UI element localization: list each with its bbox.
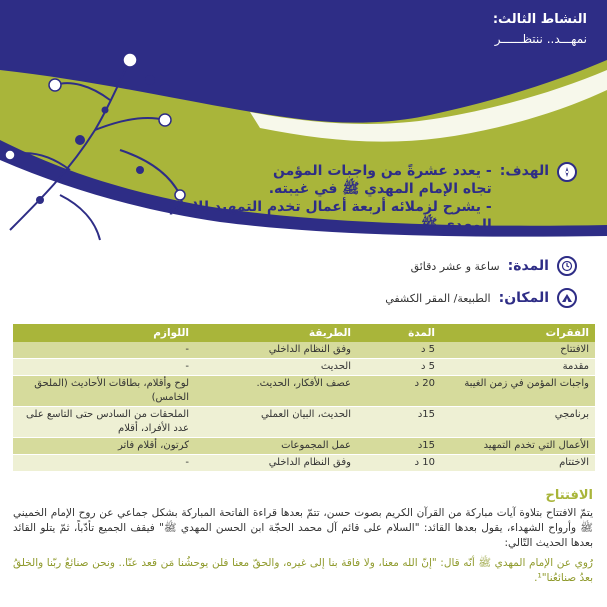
section-title: الافتتاح: [545, 488, 593, 503]
table-cell: الافتتاح: [441, 342, 595, 359]
table-cell: الحديث: [195, 359, 357, 376]
opening-paragraph: يتمّ الافتتاح بتلاوة آيات مباركة من القرآن الكريم بصوت حسن، تتمّ بعدها قراءة الفاتحة المباركة بشكل جماعي عن روح الإمام الخميني ﷺ وأرواح الشهداء، يقول بعدها القائد: "السلام على قائم آل محمد الحجّة ابن الحسن المهدي ﷺ" فيقف الجميع تأدّباً، ثمّ يتلو القائد بعدها الحديث التّالي:: [13, 507, 593, 549]
table-cell: لوح وأقلام، بطاقات الأحاديث (الملحق الخامس): [13, 376, 195, 407]
table-header-row: [13, 324, 595, 342]
activity-title: النشاط الثالث:: [492, 12, 587, 27]
place-label: المكان:: [498, 290, 549, 306]
table-cell: -: [13, 455, 195, 472]
table-cell: واجبات المؤمن في زمن الغيبة: [441, 376, 595, 407]
table-cell: مقدمة: [441, 359, 595, 376]
table-cell: الاختتام: [441, 455, 595, 472]
place-row: [385, 288, 577, 308]
clock-icon: [557, 256, 577, 276]
table-cell: -: [13, 359, 195, 376]
goal-label: الهدف:: [499, 163, 549, 179]
table-cell: وفق النظام الداخلي: [195, 342, 357, 359]
duration-label: المدة:: [507, 258, 549, 274]
place-value: الطبيعة/ المقر الكشفي: [385, 291, 491, 305]
goal-block: [57, 162, 577, 234]
compass-icon: [557, 162, 577, 182]
table-cell: 10 د: [357, 455, 441, 472]
table-cell: عصف الأفكار، الحديث.: [195, 376, 357, 407]
table-cell: 15د: [357, 438, 441, 455]
table-cell: وفق النظام الداخلي: [195, 455, 357, 472]
table-row: [13, 376, 595, 407]
table-cell: 20 د: [357, 376, 441, 407]
table-cell: 15د: [357, 407, 441, 438]
table-cell: -: [13, 342, 195, 359]
activity-plan-table: [13, 324, 595, 472]
goal-line: - يشرح لزملائه أربعة أعمال تخدم التمهيد للإمام: [168, 199, 492, 215]
goal-line: المهدي ﷺ.: [415, 217, 492, 233]
table-row: [13, 342, 595, 359]
table-row: [13, 455, 595, 472]
duration-row: [411, 256, 577, 276]
table-row: [13, 438, 595, 455]
table-cell: 5 د: [357, 359, 441, 376]
activity-subtitle: نمهـــد.. ننتظــــــر: [494, 32, 587, 46]
table-cell: الأعمال التي تخدم التمهيد: [441, 438, 595, 455]
tent-icon: [557, 288, 577, 308]
column-header: الفقرات: [441, 324, 595, 342]
goal-line: - يعدد عشرةً من واجبات المؤمن: [272, 163, 492, 179]
column-header: المدة: [357, 324, 441, 342]
hadith-paragraph: رُوي عن الإمام المهدي ﷺ أنّه قال: "إنّ الله معنا، ولا فاقة بنا إلى غيره، والحقّ معنا فلن يوحشُنا مَن قعد عنّا.. ونحن صنائعُ ربّنا والخلقُ بعدُ صنائعُنا"¹.: [13, 557, 593, 584]
table-cell: 5 د: [357, 342, 441, 359]
duration-value: ساعة و عشر دقائق: [410, 259, 500, 273]
table-cell: الملحقات من السادس حتى التاسع على عدد الأفراد، أقلام: [13, 407, 195, 438]
goal-line: تجاه الإمام المهدي ﷺ في غيبته.: [268, 181, 492, 197]
table-cell: الحديث، البيان العملي: [195, 407, 357, 438]
table-cell: كرتون، أقلام فاتر: [13, 438, 195, 455]
column-header: الطريقة: [195, 324, 357, 342]
table-row: [13, 359, 595, 376]
column-header: اللوازم: [13, 324, 195, 342]
table-row: [13, 407, 595, 438]
table-cell: برنامجي: [441, 407, 595, 438]
table-cell: عمل المجموعات: [195, 438, 357, 455]
